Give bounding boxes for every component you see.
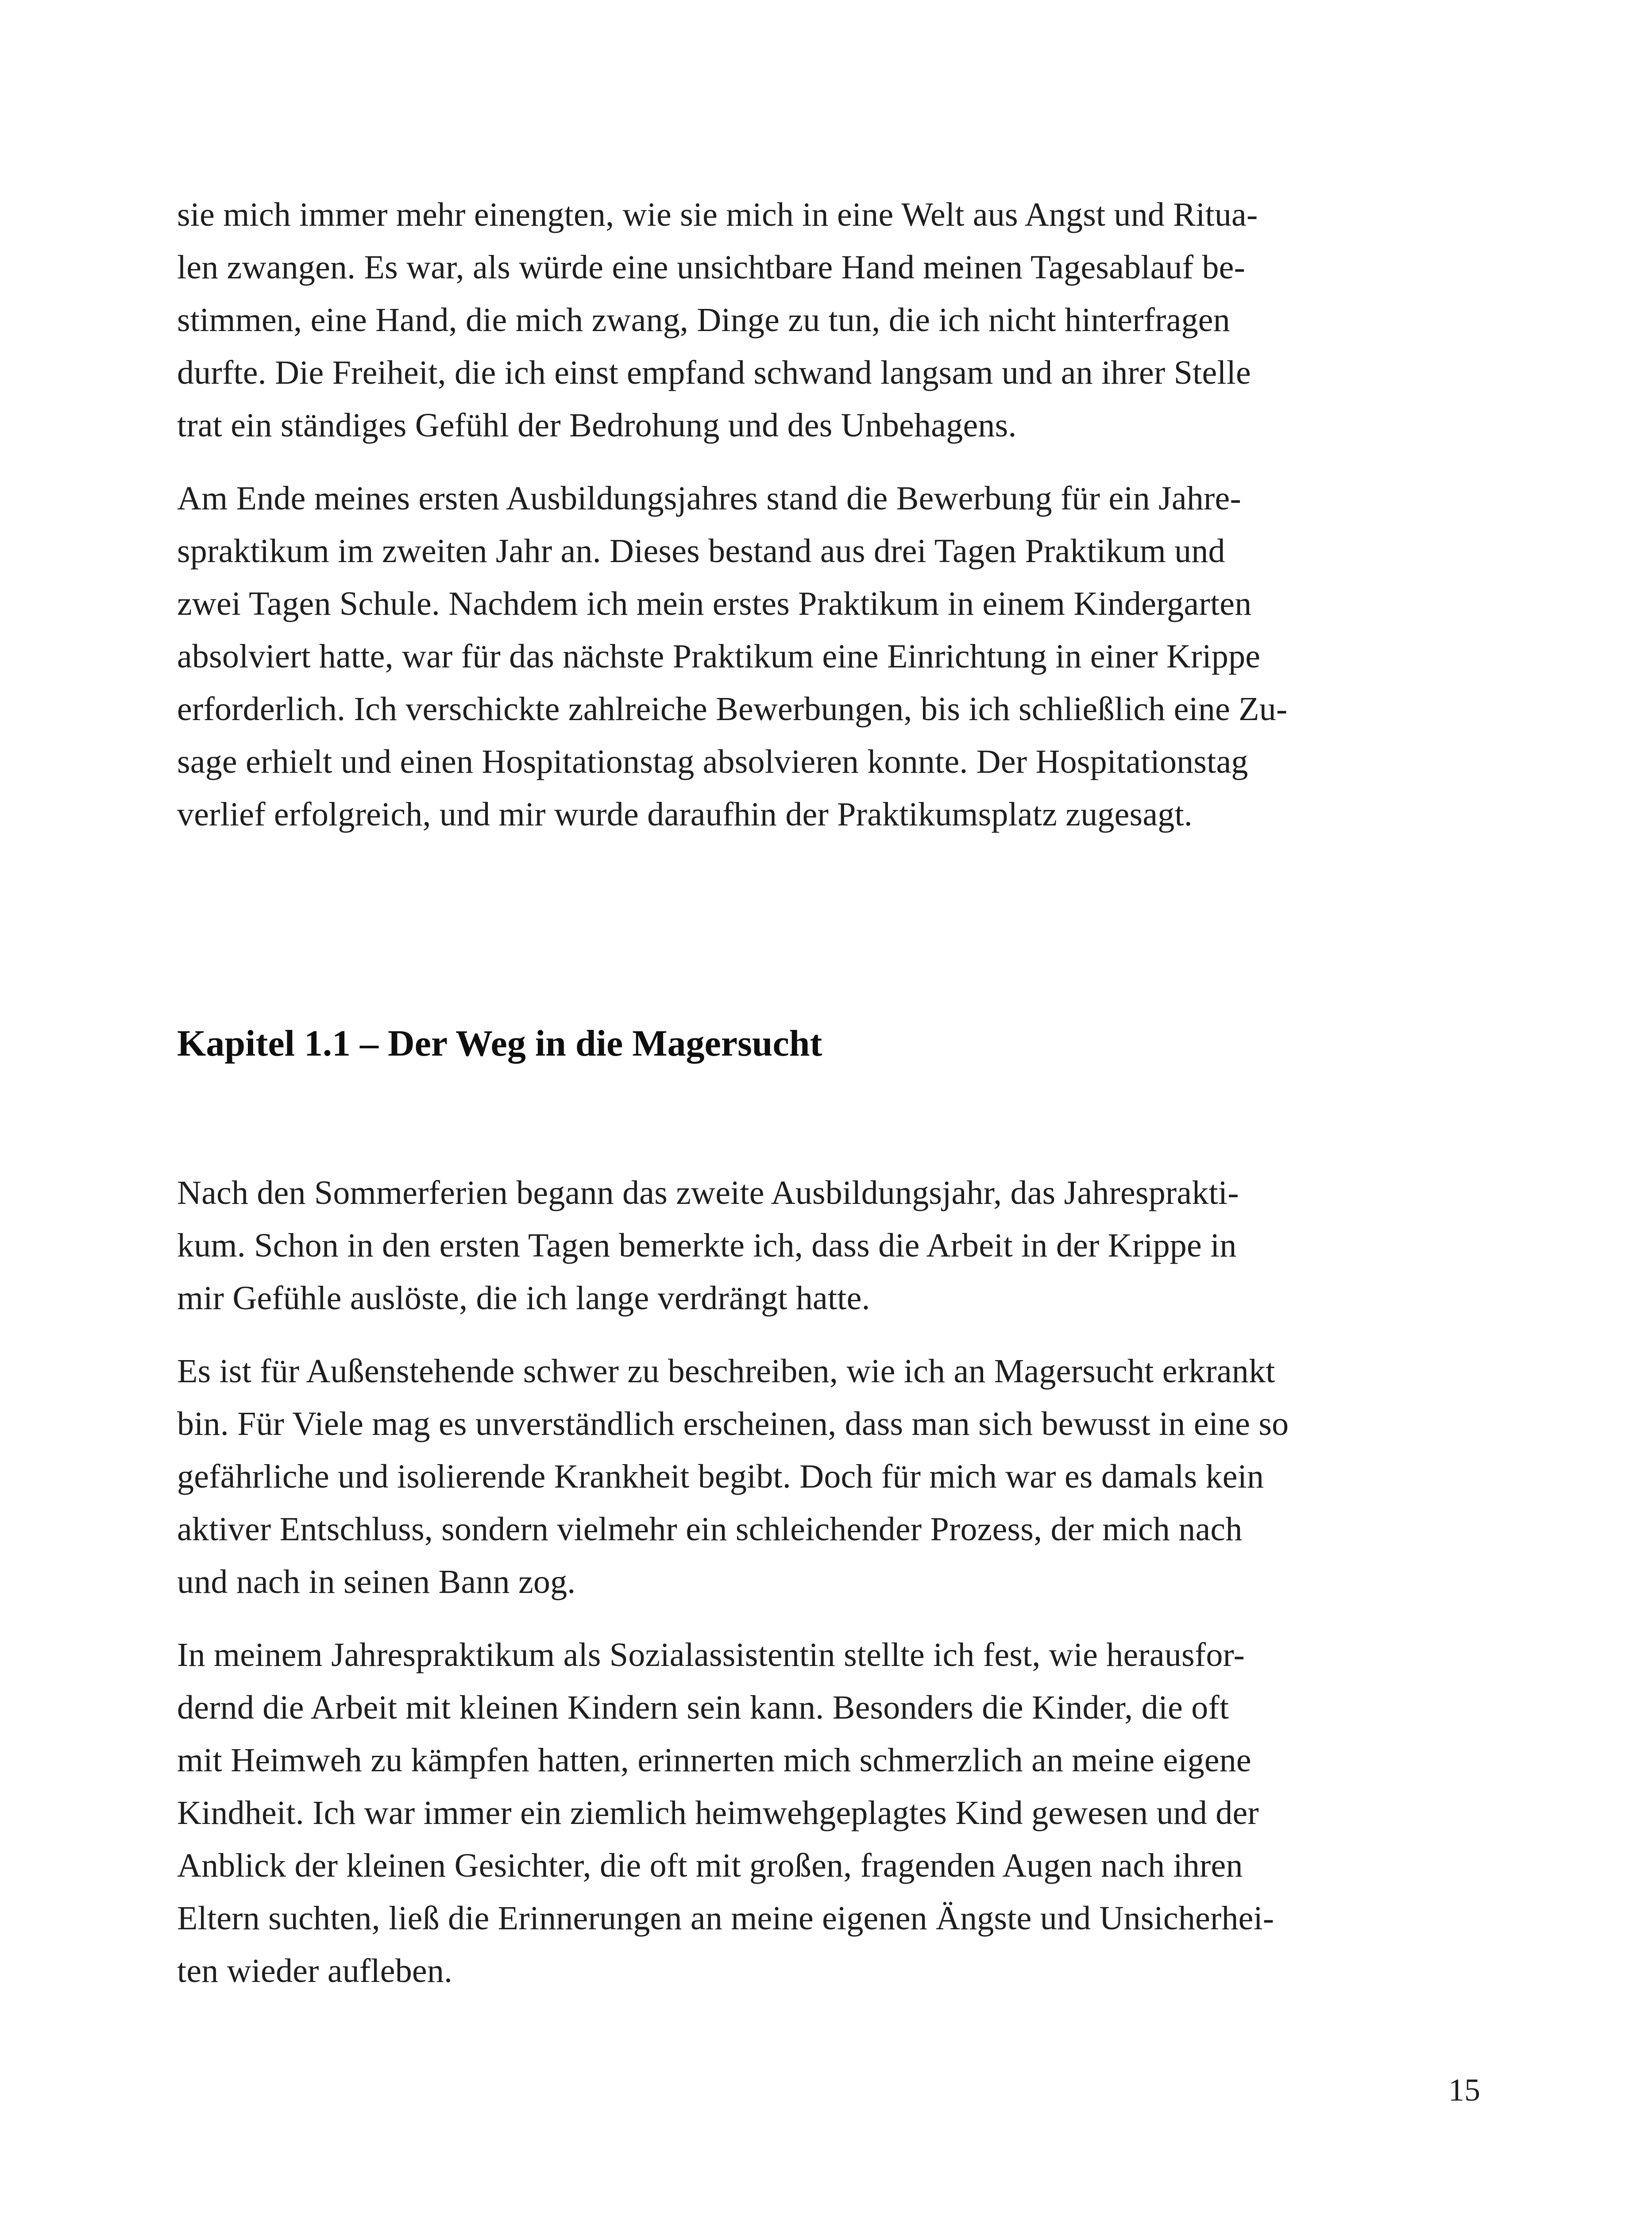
text-line: kum. Schon in den ersten Tagen bemerkte ich, dass die Arbeit in der Krippe in [177,1227,1237,1264]
text-line: Nach den Sommerferien begann das zweite Ausbildungsjahr, das Jahresprakti- [177,1174,1239,1211]
text-line: aktiver Entschluss, sondern vielmehr ein schleichender Prozess, der mich nach [177,1511,1243,1548]
text-line: mir Gefühle auslöste, die ich lange verdrängt hatte. [177,1280,870,1317]
text-line: bin. Für Viele mag es unverständlich erscheinen, dass man sich bewusst in eine so [177,1405,1289,1442]
text-line: sage erhielt und einen Hospitationstag absolvieren konnte. Der Hospitationstag [177,743,1248,780]
text-line: stimmen, eine Hand, die mich zwang, Dinge zu tun, die ich nicht hinterfragen [177,301,1230,339]
text-line: mit Heimweh zu kämpfen hatten, erinnerten mich schmerzlich an meine eigene [177,1742,1251,1779]
text-line: durfte. Die Freiheit, die ich einst empfand schwand langsam und an ihrer Stelle [177,354,1251,391]
text-line: Anblick der kleinen Gesichter, die oft mit großen, fragenden Augen nach ihren [177,1847,1243,1884]
text-line: ten wieder aufleben. [177,1952,453,1989]
text-line: spraktikum im zweiten Jahr an. Dieses bestand aus drei Tagen Praktikum und [177,532,1225,570]
text-line: gefährliche und isolierende Krankheit begibt. Doch für mich war es damals kein [177,1458,1264,1495]
text-line: erforderlich. Ich verschickte zahlreiche Bewerbungen, bis ich schließlich eine Zu- [177,690,1288,728]
text-line: verlief erfolgreich, und mir wurde daraufhin der Praktikumsplatz zugesagt. [177,796,1193,833]
text-line: dernd die Arbeit mit kleinen Kindern sein kann. Besonders die Kinder, die oft [177,1689,1229,1726]
text-line: Kindheit. Ich war immer ein ziemlich heimwehgeplagtes Kind gewesen und der [177,1794,1259,1831]
page-number: 15 [1448,2072,1480,2108]
text-line: trat ein ständiges Gefühl der Bedrohung und des Unbehagens. [177,407,1017,444]
text-line: Es ist für Außenstehende schwer zu beschreiben, wie ich an Magersucht erkrankt [177,1353,1275,1390]
text-line: und nach in seinen Bann zog. [177,1563,576,1600]
text-line: len zwangen. Es war, als würde eine unsichtbare Hand meinen Tagesablauf be- [177,249,1246,286]
text-line: sie mich immer mehr einengten, wie sie mich in eine Welt aus Angst und Ritua- [177,196,1258,233]
text-line: In meinem Jahrespraktikum als Sozialassistentin stellte ich fest, wie herausfor- [177,1636,1245,1673]
chapter-heading: Kapitel 1.1 – Der Weg in die Magersucht [177,1023,822,1064]
text-line: Eltern suchten, ließ die Erinnerungen an meine eigenen Ängste und Unsicherhei- [177,1900,1274,1937]
text-line: absolviert hatte, war für das nächste Praktikum eine Einrichtung in einer Krippe [177,638,1261,675]
text-line: Am Ende meines ersten Ausbildungsjahres stand die Bewerbung für ein Jahre- [177,480,1241,517]
text-line: zwei Tagen Schule. Nachdem ich mein erstes Praktikum in einem Kindergarten [177,585,1252,622]
